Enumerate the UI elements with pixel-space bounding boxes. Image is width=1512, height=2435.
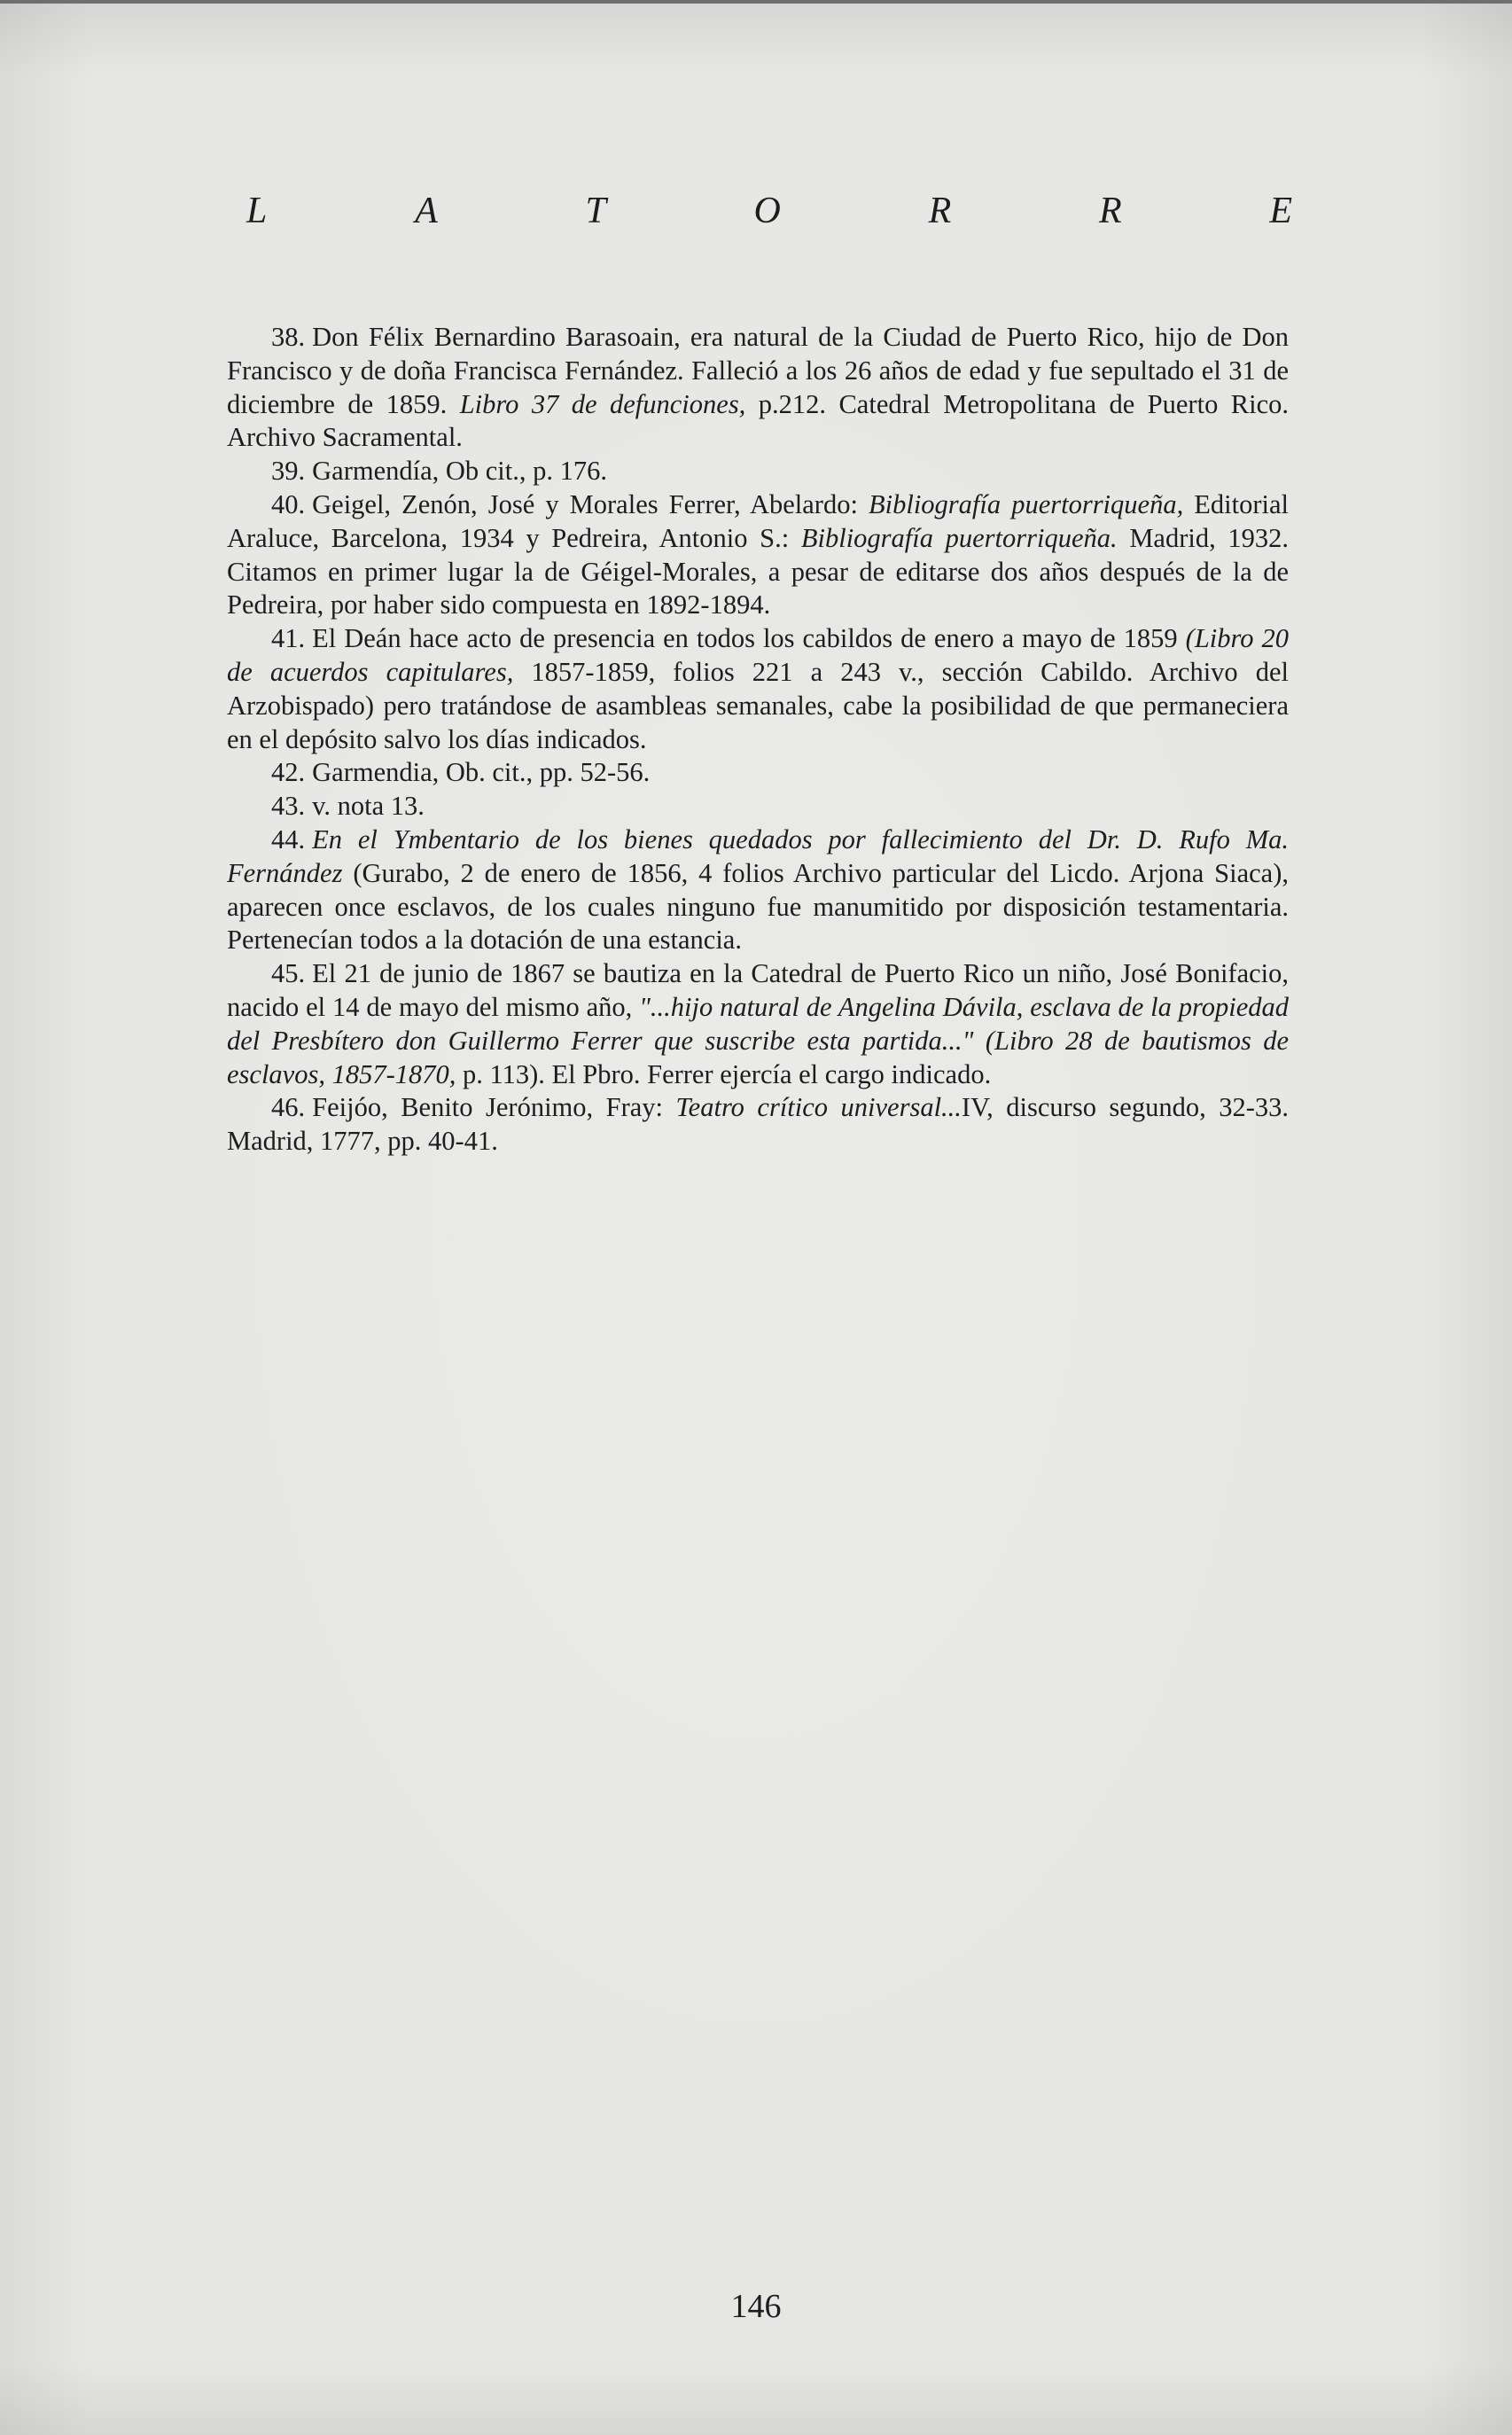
footnote: [227, 1091, 1289, 1159]
footnote-text: Garmendía, Ob cit., p. 176.: [312, 456, 608, 487]
footnote-text: Madrid, 1932. Citamos en primer lugar la de Géigel-Morales, a pesar de editarse dos años después de la de Pedreira, por haber sido compuesta en 1892-1894.: [227, 522, 1290, 620]
footnote-text: 1857-1859, folios 221 a 243 v., sección Cabildo. Archivo del Arzobispado) pero tratándose de asambleas semanales, cabe la posibilidad de que permaneciera en el depósito salvo los días indicados.: [227, 656, 1290, 754]
footnote: [227, 622, 1289, 756]
footnote-number: 38.: [271, 322, 306, 352]
footnote: [227, 790, 1289, 823]
running-head: [246, 190, 1292, 232]
footnote-number: 39.: [271, 456, 306, 487]
footnote-text: Garmendia, Ob. cit., pp. 52-56.: [312, 757, 651, 788]
footnote-italic-text: Libro 37 de defunciones,: [459, 388, 746, 419]
running-head-letter: E: [1269, 191, 1292, 231]
footnote-text: Don Félix Bernardino Barasoain, era natural de la Ciudad de Puerto Rico, hijo de Don Francisco y de doña Francisca Fernández. Falleció a los 26 años de edad y fue sepultado el 31 de diciembre de 1859.: [227, 322, 1289, 419]
footnote-number: 41.: [271, 623, 306, 654]
footnote-text: El 21 de junio de 1867 se bautiza en la Catedral de Puerto Rico un niño, José Bonifacio, nacido el 14 de mayo del mismo año,: [227, 958, 1289, 1022]
footnote: [227, 957, 1289, 1091]
footnote-italic-text: "...hijo natural de Angelina Dávila, esclava de la propiedad del Presbítero don Guillermo Ferrer que suscribe esta partida..." (Libro 28 de bautismos de esclavos, 1857-1870,: [227, 991, 1290, 1089]
running-head-letter: R: [928, 191, 952, 231]
footnote: [227, 455, 1289, 488]
footnote-number: 46.: [271, 1092, 306, 1123]
footnote-text: IV, discurso segundo, 32-33. Madrid, 1777, pp. 40-41.: [227, 1092, 1289, 1157]
running-head-letter: O: [753, 191, 781, 231]
footnote: [227, 488, 1289, 622]
footnote-text: v. nota 13.: [312, 791, 425, 822]
footnote-number: 42.: [271, 757, 306, 788]
footnote: [227, 823, 1289, 957]
footnote-text: Editorial Araluce, Barcelona, 1934 y Pedreira, Antonio S.:: [227, 488, 1289, 553]
footnote-text: p. 113). El Pbro. Ferrer ejercía el cargo indicado.: [456, 1058, 992, 1089]
footnote-text: Geigel, Zenón, José y Morales Ferrer, Abelardo:: [312, 488, 869, 519]
footnote-italic-text: Teatro crítico universal...: [675, 1092, 962, 1123]
footnote-number: 44.: [271, 823, 306, 855]
footnote-number: 45.: [271, 958, 306, 989]
page-number: 146: [730, 2288, 782, 2325]
running-head-letter: A: [415, 191, 438, 231]
footnote-number: 40.: [271, 488, 306, 519]
footnote: [227, 756, 1289, 790]
footnote-text: p.212. Catedral Metropolitana de Puerto Rico. Archivo Sacramental.: [227, 388, 1289, 453]
footnote: [227, 321, 1289, 455]
running-head-letter: T: [585, 191, 606, 231]
footnotes: [227, 321, 1289, 1159]
footnote-text: El Deán hace acto de presencia en todos los cabildos de enero a mayo de 1859: [312, 623, 1186, 654]
footnote-italic-text: Bibliografía puertorriqueña.: [800, 522, 1118, 553]
footnote-number: 43.: [271, 791, 306, 822]
footnote-italic-text: Bibliografía puertorriqueña,: [869, 488, 1184, 519]
footnote-text: (Gurabo, 2 de enero de 1856, 4 folios Archivo particular del Licdo. Arjona Siaca), aparecen once esclavos, de los cuales ninguno fue manumitido por disposición testamentaria. Pertenecían todos a la dotación de una estancia.: [227, 857, 1289, 956]
running-head-letter: L: [246, 191, 268, 231]
footnote-italic-text: En el Ymbentario de los bienes quedados por fallecimiento del Dr. D. Rufo Ma. Fernández: [227, 823, 1289, 888]
footnote-text: Feijóo, Benito Jerónimo, Fray:: [312, 1092, 676, 1123]
running-head-letter: R: [1098, 191, 1122, 231]
footnote-italic-text: (Libro 20 de acuerdos capitulares,: [227, 623, 1289, 687]
